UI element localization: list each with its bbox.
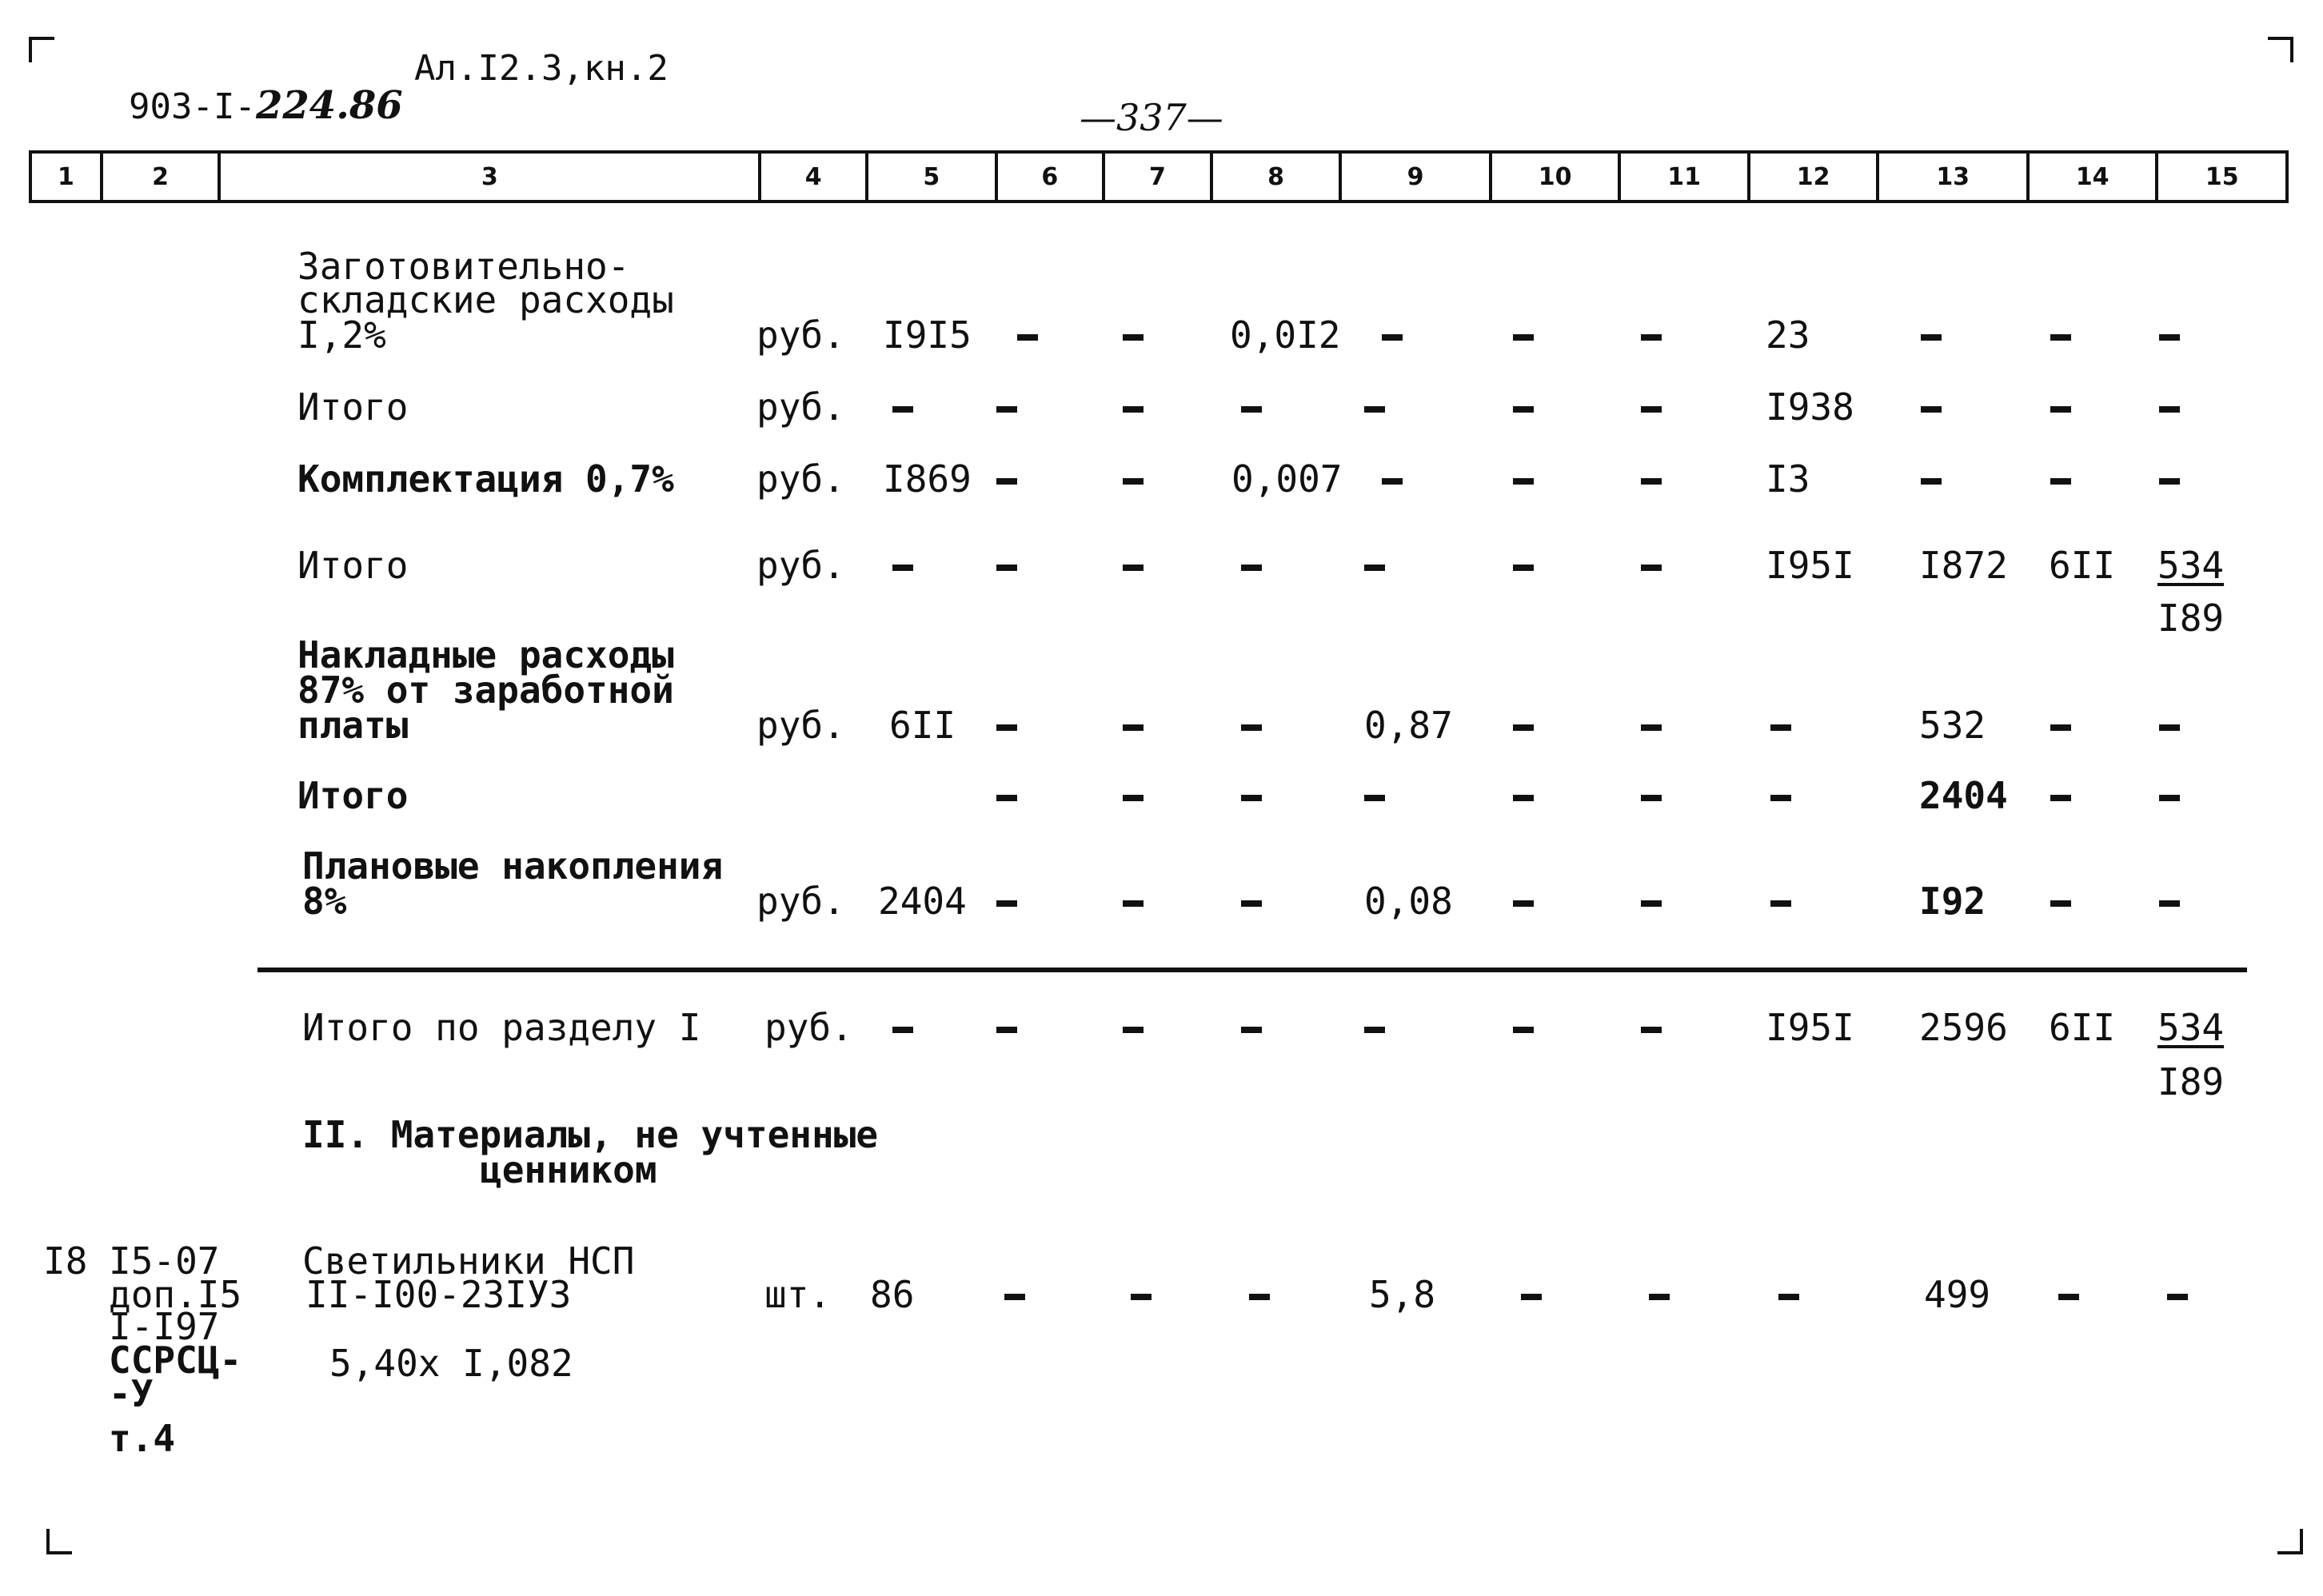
- dash: [1513, 565, 1534, 571]
- cell-col5: 6II: [889, 704, 956, 747]
- dash: [1017, 334, 1038, 341]
- row-name-line: Светильники НСП: [302, 1239, 635, 1283]
- cell-col9: 5,8: [1369, 1273, 1436, 1316]
- dash: [1241, 724, 1262, 731]
- dash: [996, 795, 1017, 801]
- dash: [2050, 724, 2071, 731]
- row-name-line: II-I00-23IУ3: [305, 1273, 572, 1316]
- cell-col12: I95I: [1766, 544, 1854, 587]
- dash: [1641, 334, 1662, 341]
- dash: [1921, 406, 1942, 413]
- corner-mark-top-left: [29, 37, 54, 62]
- cell-col5: I869: [883, 457, 972, 501]
- dash: [1641, 406, 1662, 413]
- dash: [1641, 795, 1662, 801]
- column-number: 5: [865, 154, 995, 200]
- dash: [1131, 1294, 1152, 1300]
- dash: [1123, 724, 1144, 731]
- dash: [1364, 1027, 1385, 1033]
- row-name: Итого по разделу I: [302, 1006, 701, 1049]
- dash: [1241, 795, 1262, 801]
- dash: [1123, 1027, 1144, 1033]
- row-unit: руб.: [756, 544, 845, 587]
- row-code-line: т.4: [109, 1417, 176, 1460]
- column-number-row: [29, 150, 2289, 203]
- row-name-line: 5,40х I,082: [329, 1342, 573, 1385]
- cell-col13: I872: [1919, 544, 2008, 587]
- dash: [2159, 478, 2180, 485]
- row-name-line: 87% от заработной: [297, 668, 674, 712]
- dash: [1641, 1027, 1662, 1033]
- row-name-line: Плановые накопления: [302, 844, 724, 888]
- row-unit: руб.: [756, 457, 845, 501]
- row-number: I8: [43, 1239, 88, 1283]
- row-name-line: складские расходы: [297, 278, 674, 321]
- dash: [1770, 724, 1791, 731]
- dash: [996, 565, 1017, 571]
- dash: [1641, 478, 1662, 485]
- dash: [2050, 795, 2071, 801]
- dash: [1513, 334, 1534, 341]
- corner-mark-bottom-right: [2277, 1529, 2303, 1554]
- column-number: 9: [1339, 154, 1488, 200]
- dash: [996, 478, 1017, 485]
- dash: [1241, 900, 1262, 907]
- column-number: 11: [1618, 154, 1747, 200]
- cell-col12: 23: [1766, 313, 1810, 357]
- row-name-line: платы: [297, 704, 409, 747]
- row-name: Комплектация 0,7%: [297, 457, 674, 501]
- cell-col12: I3: [1766, 457, 1810, 501]
- dash: [1123, 565, 1144, 571]
- dash: [2050, 900, 2071, 907]
- dash: [1513, 478, 1534, 485]
- cell-col5: I9I5: [883, 313, 972, 357]
- cell-col15-top: 534: [2157, 544, 2225, 587]
- dash: [1241, 1027, 1262, 1033]
- dash: [1123, 478, 1144, 485]
- dash: [2167, 1294, 2188, 1300]
- dash: [1770, 900, 1791, 907]
- column-number: 2: [100, 154, 218, 200]
- corner-mark-top-right: [2268, 37, 2293, 62]
- cell-col9: 0,87: [1364, 704, 1453, 747]
- dash: [1123, 334, 1144, 341]
- dash: [1778, 1294, 1799, 1300]
- cell-col14: 6II: [2049, 544, 2116, 587]
- cell-col9: 0,08: [1364, 880, 1453, 923]
- cell-col13: 2596: [1919, 1006, 2008, 1049]
- page-number: —337—: [1080, 96, 1223, 139]
- column-number: 7: [1102, 154, 1210, 200]
- column-number: 15: [2155, 154, 2285, 200]
- row-code-line: -У: [109, 1372, 154, 1415]
- dash: [1641, 565, 1662, 571]
- dash: [2050, 406, 2071, 413]
- dash: [1521, 1294, 1542, 1300]
- dash: [2159, 900, 2180, 907]
- dash: [1382, 334, 1403, 341]
- row-name: Итого: [297, 774, 409, 817]
- dash: [2058, 1294, 2079, 1300]
- dash: [1241, 406, 1262, 413]
- cell-col15-top: 534: [2157, 1006, 2225, 1049]
- dash: [892, 406, 913, 413]
- dash: [1641, 900, 1662, 907]
- dash: [1382, 478, 1403, 485]
- cell-col5: 2404: [878, 880, 967, 923]
- dash: [1770, 795, 1791, 801]
- dash: [892, 565, 913, 571]
- row-code-line: I5-07: [109, 1239, 220, 1283]
- row-unit: шт.: [764, 1273, 832, 1316]
- cell-col15-bottom: I89: [2157, 597, 2225, 640]
- dash: [2159, 334, 2180, 341]
- dash: [1123, 900, 1144, 907]
- row-name-line: Накладные расходы: [297, 633, 674, 676]
- row-name: Итого: [297, 385, 409, 429]
- cell-col12: I95I: [1766, 1006, 1854, 1049]
- dash: [996, 1027, 1017, 1033]
- dash: [2050, 334, 2071, 341]
- album-reference: Ал.I2.3,кн.2: [414, 48, 669, 89]
- column-number: 8: [1210, 154, 1339, 200]
- dash: [1649, 1294, 1670, 1300]
- dash: [1513, 724, 1534, 731]
- document-code-prefix: 903-I-: [128, 86, 256, 127]
- dash: [1241, 565, 1262, 571]
- dash: [1249, 1294, 1270, 1300]
- column-number: 4: [758, 154, 865, 200]
- row-code-line: доп.I5: [109, 1273, 242, 1316]
- cell-col5: 86: [870, 1273, 915, 1316]
- dash: [1364, 406, 1385, 413]
- cell-col8: 0,0I2: [1230, 313, 1341, 357]
- dash: [1123, 406, 1144, 413]
- row-unit: руб.: [756, 704, 845, 747]
- corner-mark-bottom-left: [46, 1529, 72, 1554]
- cell-col14: 6II: [2049, 1006, 2116, 1049]
- dash: [1123, 795, 1144, 801]
- section-total-rule: [257, 968, 2247, 972]
- dash: [1921, 478, 1942, 485]
- row-code-line: ССРСЦ-: [109, 1339, 242, 1382]
- column-number: 3: [218, 154, 758, 200]
- dash: [2050, 478, 2071, 485]
- column-number: 14: [2026, 154, 2156, 200]
- dash: [1513, 795, 1534, 801]
- row-code-line: I-I97: [109, 1305, 220, 1348]
- column-number: 13: [1876, 154, 2026, 200]
- dash: [2159, 406, 2180, 413]
- row-unit: руб.: [756, 385, 845, 429]
- dash: [996, 724, 1017, 731]
- dash: [1513, 1027, 1534, 1033]
- row-name-line: I,2%: [297, 313, 386, 357]
- dash: [2159, 724, 2180, 731]
- cell-col12: I938: [1766, 385, 1854, 429]
- cell-col8: 0,007: [1231, 457, 1343, 501]
- dash: [1004, 1294, 1025, 1300]
- document-code: [86, 51, 403, 128]
- row-unit: руб.: [756, 880, 845, 923]
- dash: [1513, 900, 1534, 907]
- row-unit: руб.: [764, 1006, 853, 1049]
- column-number: 12: [1747, 154, 1877, 200]
- row-name: Итого: [297, 544, 409, 587]
- dash: [996, 406, 1017, 413]
- column-number: 10: [1489, 154, 1619, 200]
- dash: [1513, 406, 1534, 413]
- cell-col13: 2404: [1919, 774, 2008, 817]
- row-name-line: 8%: [302, 880, 347, 923]
- dash: [1364, 795, 1385, 801]
- dash: [2159, 795, 2180, 801]
- row-name-line: Заготовительно-: [297, 245, 630, 288]
- document-code-number: 224.86: [255, 83, 403, 128]
- cell-col13: 499: [1924, 1273, 1991, 1316]
- cell-col13: I92: [1919, 880, 1986, 923]
- cell-col15-bottom: I89: [2157, 1060, 2225, 1103]
- column-number: 6: [995, 154, 1103, 200]
- row-unit: руб.: [756, 313, 845, 357]
- dash: [1641, 724, 1662, 731]
- section-heading-line: ценником: [480, 1148, 657, 1191]
- column-number: 1: [57, 162, 74, 191]
- cell-col13: 532: [1919, 704, 1986, 747]
- dash: [1921, 334, 1942, 341]
- dash: [1364, 565, 1385, 571]
- section-heading-line: II. Материалы, не учтенные: [302, 1113, 879, 1156]
- dash: [892, 1027, 913, 1033]
- dash: [996, 900, 1017, 907]
